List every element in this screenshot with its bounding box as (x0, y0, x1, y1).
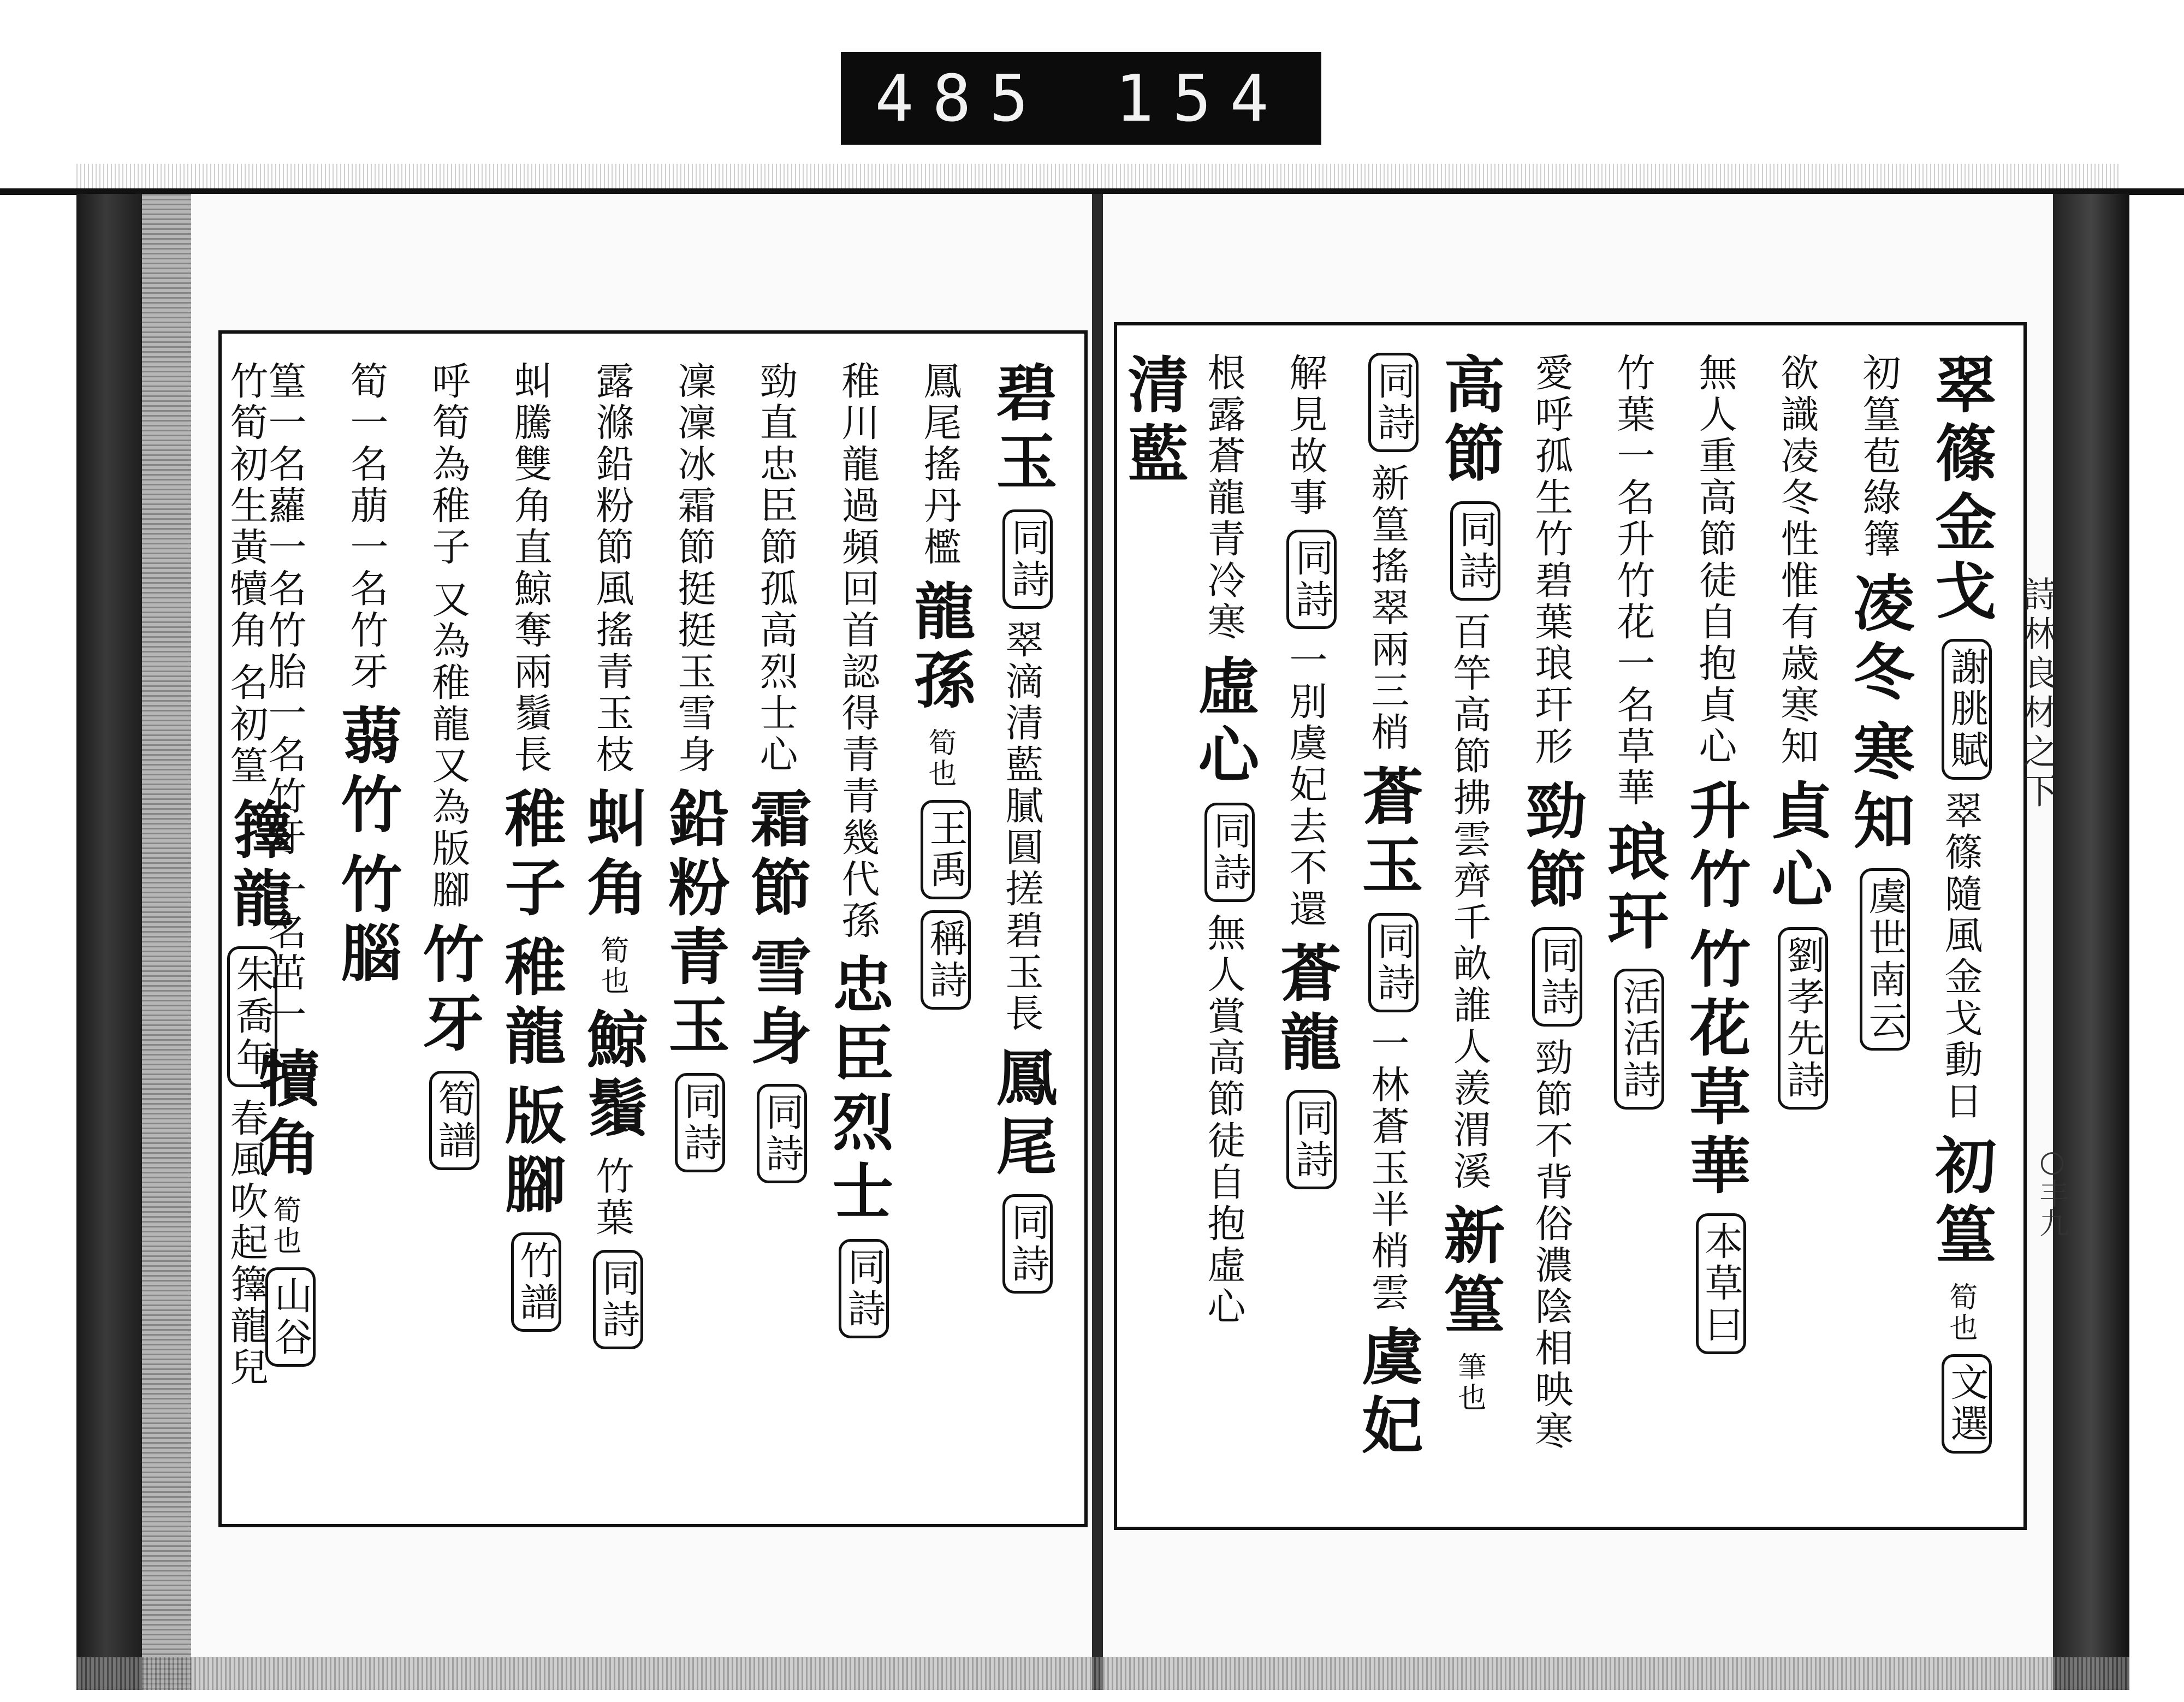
left_page-text-37: 竹腦 (331, 852, 402, 990)
right_page-text-1: 謝朓賦 (1942, 639, 1992, 780)
left_page-text-12: 同詩 (839, 1239, 889, 1338)
page-number: ○丰九 (2035, 1144, 2069, 1237)
left_page-text-10: 稚川龍過頻回首認得青青幾代孫 (835, 361, 880, 942)
frame-number-left: 485 (875, 61, 1047, 136)
right_page-text-22: 同詩 (1532, 927, 1582, 1027)
left_page-text-23: 鯨鬚 (577, 1007, 648, 1145)
right_page-text-16: 本草曰 (1696, 1213, 1746, 1354)
left_page-text-21: 虯角 (577, 787, 648, 924)
left_page-text-35: 筍一名萠一名竹牙 (344, 361, 389, 693)
left_page-text-14: 霜節 (740, 787, 812, 924)
bottom-noise (76, 1657, 2129, 1690)
book-gutter (1092, 194, 1103, 1690)
left_page-text-4: 同詩 (1002, 1194, 1053, 1294)
right_page-text-33: 一林蒼玉半梢雲 (1365, 1023, 1410, 1314)
right_page-text-27: 新篁 (1434, 1203, 1505, 1341)
right_page-text-9: 虞世南云 (1860, 868, 1910, 1051)
right_page-text-26: 百竿高節拂雲齊千畝誰人羨渭溪 (1447, 612, 1492, 1193)
left_page-text-40: 犢角 (249, 1047, 321, 1184)
right_page-text-5: 文選 (1942, 1354, 1992, 1454)
left_page-text-39: 一名茁一 (262, 870, 307, 1036)
left_page-text-45: 籜龍 (222, 798, 294, 935)
left_page-text-44: 名初篁 (224, 662, 269, 787)
left_page-text-1: 同詩 (1002, 509, 1053, 609)
left_page-text-5: 鳳尾搖丹檻 (917, 361, 962, 568)
left_page-text-34: 筍譜 (429, 1071, 479, 1170)
right_page-text-23: 勁節不背俗濃陰相映寒 (1529, 1037, 1574, 1452)
frame-number-label (841, 52, 1321, 145)
right_page-text-24: 高節 (1434, 353, 1505, 490)
left_page-text-17: 凜凜冰霜節挺挺玉雪身 (672, 361, 716, 776)
right_page-text-18: 琅玕 (1598, 820, 1669, 958)
right_page-text-30: 新篁搖翠兩三梢 (1365, 463, 1410, 754)
left_page-text-15: 雪身 (740, 935, 812, 1073)
right_page-text-20: 愛呼孤生竹碧葉琅玕形 (1529, 353, 1574, 768)
right_page-text-10: 欲識凌冬性惟有歳寒知 (1775, 353, 1819, 768)
book-spread (76, 194, 2129, 1690)
left_page-text-2: 翠滴清藍膩圓搓碧玉長 (999, 620, 1044, 1035)
frame-number-right: 154 (1115, 61, 1287, 136)
right-page-edge (2053, 194, 2129, 1690)
right_page-text-35: 解見故事 (1283, 353, 1328, 519)
right_page-text-39: 同詩 (1286, 1090, 1337, 1189)
right_page-text-38: 蒼龍 (1270, 941, 1342, 1079)
left_page-text-43: 竹筍初生黃犢角 (224, 361, 269, 651)
left_page-text-24: 竹葉 (590, 1156, 634, 1239)
right_page-text-2: 翠篠隨風金戈動日 (1938, 791, 1983, 1123)
right_page-text-14: 升竹 (1679, 779, 1751, 916)
right_page-text-0: 翠篠金戈 (1925, 353, 1997, 628)
left_page-text-31: 呼筍為稚子 (426, 361, 471, 568)
left_page-text-36: 蒻竹 (331, 704, 402, 841)
right_page-text-31: 蒼玉 (1352, 764, 1423, 902)
right_page-text-3: 初篁 (1925, 1134, 1997, 1271)
right_page-text-44: 清藍 (1118, 353, 1189, 490)
right_page-text-7: 凌冬 (1843, 571, 1915, 709)
side-title: 詩林良材之下 (2017, 576, 2057, 812)
right_page-text-25: 同詩 (1450, 501, 1500, 601)
left_page-text-20: 露滌鉛粉節風搖青玉枝 (590, 361, 634, 776)
left_page-text-13: 勁直忠臣節孤高烈士心 (753, 361, 798, 776)
right_page-text-6: 初篁苞綠籜 (1856, 353, 1901, 560)
left_page-text-6: 龍孫 (904, 579, 976, 717)
left_page-text-8: 王禹 (921, 800, 971, 899)
left_page-text-30: 竹譜 (511, 1232, 561, 1332)
left-page-frame (218, 330, 1088, 1527)
right_page-text-32: 同詩 (1368, 913, 1419, 1012)
left_page-text-33: 竹牙 (413, 922, 484, 1060)
left-page-stack (142, 194, 191, 1690)
right_page-text-4: 筍也 (1944, 1282, 1977, 1343)
right_page-text-42: 同詩 (1204, 803, 1255, 902)
right_page-text-17: 竹葉一名升竹花一名草華 (1611, 353, 1655, 809)
right_page-text-19: 活活詩 (1614, 969, 1664, 1110)
left_page-text-18: 鉛粉青玉 (658, 787, 730, 1062)
left_page-text-11: 忠臣烈士 (822, 953, 894, 1228)
left_page-text-27: 稚子 (495, 787, 566, 924)
right_page-text-29: 同詩 (1368, 353, 1419, 452)
left_page-text-26: 虯騰雙角直鯨奪兩鬚長 (508, 361, 553, 776)
right_page-text-36: 同詩 (1286, 530, 1337, 629)
left_page-text-3: 鳳尾 (986, 1046, 1058, 1183)
left_page-text-22: 筍也 (596, 935, 628, 997)
right_page-text-21: 勁節 (1516, 779, 1587, 916)
right_page-text-28: 筆也 (1453, 1352, 1486, 1413)
left_page-text-19: 同詩 (675, 1073, 725, 1172)
right_page-text-34: 虞妃 (1352, 1325, 1423, 1462)
right_page-text-13: 無人重高節徒自抱貞心 (1693, 353, 1737, 768)
left_page-text-16: 同詩 (757, 1084, 807, 1183)
left-page-edge (76, 194, 142, 1690)
left_page-text-9: 稱詩 (921, 910, 971, 1010)
left_page-text-25: 同詩 (593, 1250, 643, 1349)
left_page-text-42: 山谷 (265, 1267, 316, 1367)
right_page-text-41: 虛心 (1188, 654, 1260, 792)
left_page-text-32: 又為稚龍又為版腳 (426, 579, 471, 911)
right_page-text-15: 竹花草華 (1679, 927, 1751, 1202)
right-page-frame (1114, 322, 2027, 1530)
left_page-text-46: 朱喬年 (227, 946, 277, 1087)
left_page-text-28: 稚龍 (495, 935, 566, 1073)
left_page-text-29: 版腳 (495, 1084, 566, 1221)
right_page-text-8: 寒知 (1843, 720, 1915, 857)
right_page-text-11: 貞心 (1761, 779, 1833, 916)
right_page-text-40: 根露蒼龍青冷寒 (1201, 353, 1246, 643)
left_page-text-41: 筍也 (268, 1195, 301, 1256)
right_page-text-12: 劉孝先詩 (1778, 927, 1828, 1110)
right_page-text-37: 一別虞妃去不還 (1283, 640, 1328, 930)
right_page-text-43: 無人賞高節徒自抱虛心 (1201, 913, 1246, 1328)
left_page-text-47: 春風吹起籜龍兒 (224, 1098, 269, 1389)
left_page-text-0: 碧玉 (986, 361, 1058, 499)
left_page-text-7: 筍也 (923, 728, 956, 789)
left_page-text-38: 篁一名蘿一名竹胎一名竹牙 (262, 361, 307, 859)
